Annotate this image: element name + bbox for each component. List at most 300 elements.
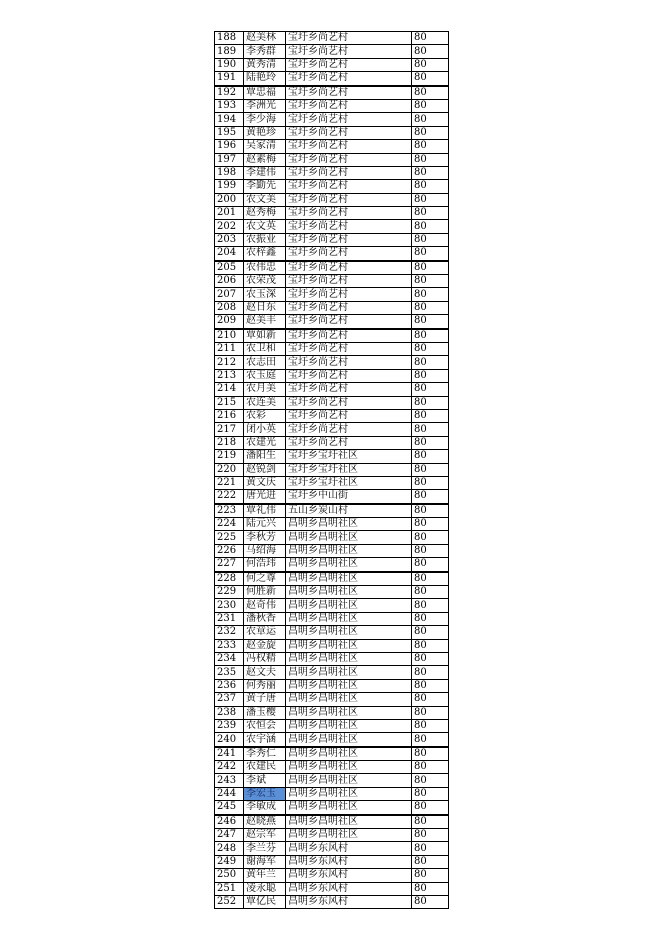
score-cell[interactable]: 80: [412, 531, 449, 544]
row-number-cell[interactable]: 241: [215, 747, 244, 761]
table-row: [215, 247, 449, 261]
row-number-cell[interactable]: 207: [215, 288, 244, 301]
table-row: [215, 45, 449, 58]
score-cell[interactable]: 80: [412, 45, 449, 58]
row-number-cell[interactable]: 195: [215, 126, 244, 139]
score-cell[interactable]: 80: [412, 586, 449, 599]
row-number-cell[interactable]: 223: [215, 504, 244, 518]
score-cell[interactable]: 80: [412, 544, 449, 557]
table-row: [215, 787, 449, 800]
address-cell[interactable]: 宝圩乡尚艺村: [286, 383, 412, 396]
score-cell[interactable]: 80: [412, 99, 449, 112]
score-cell[interactable]: 80: [412, 747, 449, 761]
address-cell[interactable]: 昌明乡昌明社区: [286, 612, 412, 625]
score-cell[interactable]: 80: [412, 193, 449, 206]
table-row: [215, 882, 449, 895]
address-cell[interactable]: 昌明乡昌明社区: [286, 747, 412, 761]
score-cell[interactable]: 80: [412, 882, 449, 895]
address-cell[interactable]: 昌明乡昌明社区: [286, 639, 412, 652]
row-number-cell[interactable]: 236: [215, 679, 244, 692]
row-number-cell[interactable]: 249: [215, 855, 244, 868]
row-number-cell[interactable]: 210: [215, 329, 244, 343]
address-cell[interactable]: 宝圩乡尚艺村: [286, 275, 412, 288]
score-cell[interactable]: 80: [412, 369, 449, 382]
name-cell[interactable]: 农文美: [244, 193, 286, 206]
row-number-cell[interactable]: 252: [215, 896, 244, 909]
name-cell[interactable]: 黄年兰: [244, 869, 286, 882]
address-cell[interactable]: 昌明乡昌明社区: [286, 679, 412, 692]
row-number-cell[interactable]: 250: [215, 869, 244, 882]
table-row: [215, 166, 449, 179]
score-cell[interactable]: 80: [412, 113, 449, 126]
score-cell[interactable]: 80: [412, 855, 449, 868]
table-row: [215, 679, 449, 692]
name-cell[interactable]: 李秋芳: [244, 531, 286, 544]
address-cell[interactable]: 宝圩乡尚艺村: [286, 86, 412, 100]
table-row: [215, 140, 449, 153]
address-cell[interactable]: 宝圩乡尚艺村: [286, 436, 412, 449]
name-cell[interactable]: 赵美丰: [244, 315, 286, 329]
row-number-cell[interactable]: 193: [215, 99, 244, 112]
address-cell[interactable]: 宝圩乡尚艺村: [286, 180, 412, 193]
table-row: [215, 544, 449, 557]
row-number-cell[interactable]: 232: [215, 626, 244, 639]
address-cell[interactable]: 昌明乡昌明社区: [286, 599, 412, 612]
row-number-cell[interactable]: 237: [215, 693, 244, 706]
row-number-cell[interactable]: 205: [215, 261, 244, 275]
score-cell[interactable]: 80: [412, 450, 449, 463]
score-cell[interactable]: 80: [412, 787, 449, 800]
address-cell[interactable]: 宝圩乡宝圩社区: [286, 450, 412, 463]
row-number-cell[interactable]: 216: [215, 409, 244, 422]
row-number-cell[interactable]: 189: [215, 45, 244, 58]
table-row: [215, 261, 449, 275]
name-cell[interactable]: 覃如新: [244, 329, 286, 343]
table-row: [215, 476, 449, 489]
name-cell[interactable]: 农玉庭: [244, 369, 286, 382]
score-cell[interactable]: 80: [412, 233, 449, 246]
name-cell[interactable]: 唐光进: [244, 490, 286, 504]
name-cell[interactable]: 黄文庆: [244, 476, 286, 489]
table-row: [215, 153, 449, 166]
table-row: [215, 423, 449, 436]
address-cell[interactable]: 昌明乡东风村: [286, 896, 412, 909]
score-cell[interactable]: 80: [412, 396, 449, 409]
address-cell[interactable]: 昌明乡昌明社区: [286, 518, 412, 531]
score-cell[interactable]: 80: [412, 774, 449, 787]
address-cell[interactable]: 昌明乡昌明社区: [286, 719, 412, 732]
name-cell[interactable]: 农文英: [244, 220, 286, 233]
row-number-cell[interactable]: 211: [215, 342, 244, 355]
score-cell[interactable]: 80: [412, 693, 449, 706]
row-number-cell[interactable]: 225: [215, 531, 244, 544]
address-cell[interactable]: 宝圩乡尚艺村: [286, 220, 412, 233]
address-cell[interactable]: 宝圩乡尚艺村: [286, 301, 412, 314]
score-cell[interactable]: 80: [412, 275, 449, 288]
row-number-cell[interactable]: 198: [215, 166, 244, 179]
address-cell[interactable]: 宝圩乡尚艺村: [286, 193, 412, 206]
name-cell[interactable]: 覃忠福: [244, 86, 286, 100]
row-number-cell[interactable]: 208: [215, 301, 244, 314]
name-cell[interactable]: 赵秀梅: [244, 207, 286, 220]
address-cell[interactable]: 宝圩乡尚艺村: [286, 329, 412, 343]
row-number-cell[interactable]: 215: [215, 396, 244, 409]
row-number-cell[interactable]: 188: [215, 32, 244, 45]
address-cell[interactable]: 昌明乡昌明社区: [286, 666, 412, 679]
name-cell[interactable]: 农志田: [244, 356, 286, 369]
row-number-cell[interactable]: 240: [215, 733, 244, 747]
row-number-cell[interactable]: 224: [215, 518, 244, 531]
name-cell[interactable]: 赵奇伟: [244, 599, 286, 612]
name-cell[interactable]: 李敏成: [244, 801, 286, 815]
row-number-cell[interactable]: 196: [215, 140, 244, 153]
address-cell[interactable]: 昌明乡昌明社区: [286, 815, 412, 829]
name-cell[interactable]: 赵金旋: [244, 639, 286, 652]
score-cell[interactable]: 80: [412, 261, 449, 275]
address-cell[interactable]: 宝圩乡尚艺村: [286, 99, 412, 112]
name-cell[interactable]: 农建民: [244, 761, 286, 774]
table-row: [215, 58, 449, 71]
score-cell[interactable]: 80: [412, 436, 449, 449]
name-cell[interactable]: 黄子唐: [244, 693, 286, 706]
name-cell[interactable]: 农连美: [244, 396, 286, 409]
address-cell[interactable]: 昌明乡东风村: [286, 869, 412, 882]
row-number-cell[interactable]: 245: [215, 801, 244, 815]
address-cell[interactable]: 宝圩乡尚艺村: [286, 288, 412, 301]
address-cell[interactable]: 昌明乡昌明社区: [286, 572, 412, 586]
address-cell[interactable]: 宝圩乡尚艺村: [286, 233, 412, 246]
row-number-cell[interactable]: 221: [215, 476, 244, 489]
row-number-cell[interactable]: 213: [215, 369, 244, 382]
table-row: [215, 463, 449, 476]
row-number-cell[interactable]: 197: [215, 153, 244, 166]
row-number-cell[interactable]: 217: [215, 423, 244, 436]
address-cell[interactable]: 昌明乡昌明社区: [286, 558, 412, 572]
row-number-cell[interactable]: 246: [215, 815, 244, 829]
score-cell[interactable]: 80: [412, 463, 449, 476]
address-cell[interactable]: 宝圩乡尚艺村: [286, 356, 412, 369]
name-cell[interactable]: 农伟忠: [244, 261, 286, 275]
score-cell[interactable]: 80: [412, 706, 449, 719]
address-cell[interactable]: 宝圩乡宝圩社区: [286, 463, 412, 476]
row-number-cell[interactable]: 212: [215, 356, 244, 369]
address-cell[interactable]: 昌明乡昌明社区: [286, 787, 412, 800]
name-cell[interactable]: 李洲光: [244, 99, 286, 112]
table-row: [215, 693, 449, 706]
row-number-cell[interactable]: 204: [215, 247, 244, 261]
address-cell[interactable]: 昌明乡昌明社区: [286, 531, 412, 544]
score-cell[interactable]: 80: [412, 207, 449, 220]
name-cell[interactable]: 李斌: [244, 774, 286, 787]
table-row: [215, 842, 449, 855]
table-row: [215, 288, 449, 301]
row-number-cell[interactable]: 227: [215, 558, 244, 572]
name-cell[interactable]: 赵日东: [244, 301, 286, 314]
score-cell[interactable]: 80: [412, 504, 449, 518]
score-cell[interactable]: 80: [412, 423, 449, 436]
address-cell[interactable]: 宝圩乡尚艺村: [286, 409, 412, 422]
row-number-cell[interactable]: 229: [215, 586, 244, 599]
score-cell[interactable]: 80: [412, 476, 449, 489]
table-row: [215, 896, 449, 909]
score-cell[interactable]: 80: [412, 815, 449, 829]
table-row: [215, 666, 449, 679]
row-number-cell[interactable]: 220: [215, 463, 244, 476]
table-row: [215, 383, 449, 396]
name-cell[interactable]: 李少海: [244, 113, 286, 126]
name-cell[interactable]: 赵素梅: [244, 153, 286, 166]
name-cell[interactable]: 闭小英: [244, 423, 286, 436]
address-cell[interactable]: 宝圩乡尚艺村: [286, 369, 412, 382]
score-cell[interactable]: 80: [412, 220, 449, 233]
score-cell[interactable]: 80: [412, 383, 449, 396]
row-number-cell[interactable]: 226: [215, 544, 244, 557]
address-cell[interactable]: 宝圩乡尚艺村: [286, 72, 412, 86]
score-cell[interactable]: 80: [412, 153, 449, 166]
score-cell[interactable]: 80: [412, 58, 449, 71]
row-number-cell[interactable]: 242: [215, 761, 244, 774]
row-number-cell[interactable]: 202: [215, 220, 244, 233]
name-cell[interactable]: 李建伟: [244, 166, 286, 179]
score-cell[interactable]: 80: [412, 896, 449, 909]
name-cell[interactable]: 农月美: [244, 383, 286, 396]
name-cell[interactable]: 覃亿民: [244, 896, 286, 909]
name-cell[interactable]: 何胜新: [244, 586, 286, 599]
table-row: [215, 356, 449, 369]
row-number-cell[interactable]: 247: [215, 829, 244, 842]
name-cell[interactable]: 赵文夫: [244, 666, 286, 679]
name-cell[interactable]: 农彩: [244, 409, 286, 422]
name-cell[interactable]: 潘玉樱: [244, 706, 286, 719]
address-cell[interactable]: 昌明乡昌明社区: [286, 586, 412, 599]
name-cell[interactable]: 何浩玮: [244, 558, 286, 572]
score-cell[interactable]: 80: [412, 180, 449, 193]
table-row: [215, 733, 449, 747]
score-cell[interactable]: 80: [412, 599, 449, 612]
score-cell[interactable]: 80: [412, 288, 449, 301]
name-cell[interactable]: 陆元兴: [244, 518, 286, 531]
name-cell[interactable]: 黄秀清: [244, 58, 286, 71]
score-cell[interactable]: 80: [412, 626, 449, 639]
address-cell[interactable]: 昌明乡昌明社区: [286, 652, 412, 665]
address-cell[interactable]: 宝圩乡尚艺村: [286, 32, 412, 45]
address-cell[interactable]: 昌明乡昌明社区: [286, 774, 412, 787]
row-number-cell[interactable]: 234: [215, 652, 244, 665]
address-cell[interactable]: 宝圩乡尚艺村: [286, 58, 412, 71]
name-cell[interactable]: 黄艳珍: [244, 126, 286, 139]
address-cell[interactable]: 宝圩乡尚艺村: [286, 207, 412, 220]
address-cell[interactable]: 五山乡炭山村: [286, 504, 412, 518]
score-cell[interactable]: 80: [412, 733, 449, 747]
table-row: [215, 747, 449, 761]
address-cell[interactable]: 宝圩乡尚艺村: [286, 423, 412, 436]
name-cell[interactable]: 农玉深: [244, 288, 286, 301]
address-cell[interactable]: 昌明乡东风村: [286, 855, 412, 868]
row-number-cell[interactable]: 248: [215, 842, 244, 855]
score-cell[interactable]: 80: [412, 86, 449, 100]
name-cell[interactable]: 潘秋香: [244, 612, 286, 625]
row-number-cell[interactable]: 192: [215, 86, 244, 100]
row-number-cell[interactable]: 243: [215, 774, 244, 787]
row-number-cell[interactable]: 203: [215, 233, 244, 246]
address-cell[interactable]: 宝圩乡尚艺村: [286, 45, 412, 58]
address-cell[interactable]: 宝圩乡尚艺村: [286, 247, 412, 261]
address-cell[interactable]: 宝圩乡中山街: [286, 490, 412, 504]
row-number-cell[interactable]: 190: [215, 58, 244, 71]
address-cell[interactable]: 昌明乡昌明社区: [286, 693, 412, 706]
name-cell[interactable]: 农卫和: [244, 342, 286, 355]
score-cell[interactable]: 80: [412, 490, 449, 504]
name-cell[interactable]: 赵宗军: [244, 829, 286, 842]
table-row: [215, 396, 449, 409]
name-cell[interactable]: 李秀群: [244, 45, 286, 58]
score-cell[interactable]: 80: [412, 719, 449, 732]
row-number-cell[interactable]: 214: [215, 383, 244, 396]
score-cell[interactable]: 80: [412, 72, 449, 86]
score-cell[interactable]: 80: [412, 558, 449, 572]
name-cell[interactable]: 农振业: [244, 233, 286, 246]
row-number-cell[interactable]: 235: [215, 666, 244, 679]
row-number-cell[interactable]: 191: [215, 72, 244, 86]
name-cell[interactable]: 李秀仁: [244, 747, 286, 761]
row-number-cell[interactable]: 228: [215, 572, 244, 586]
score-cell[interactable]: 80: [412, 869, 449, 882]
name-cell[interactable]: 农建光: [244, 436, 286, 449]
score-cell[interactable]: 80: [412, 652, 449, 665]
address-cell[interactable]: 宝圩乡尚艺村: [286, 342, 412, 355]
table-row: [215, 315, 449, 329]
row-number-cell[interactable]: 194: [215, 113, 244, 126]
score-cell[interactable]: 80: [412, 409, 449, 422]
table-row: [215, 801, 449, 815]
address-cell[interactable]: 宝圩乡尚艺村: [286, 113, 412, 126]
address-cell[interactable]: 宝圩乡尚艺村: [286, 166, 412, 179]
score-cell[interactable]: 80: [412, 801, 449, 815]
score-cell[interactable]: 80: [412, 639, 449, 652]
name-cell[interactable]: 农宇涵: [244, 733, 286, 747]
score-cell[interactable]: 80: [412, 666, 449, 679]
name-cell[interactable]: 何之尊: [244, 572, 286, 586]
name-cell[interactable]: 覃礼伟: [244, 504, 286, 518]
score-cell[interactable]: 80: [412, 32, 449, 45]
table-row: [215, 113, 449, 126]
score-cell[interactable]: 80: [412, 572, 449, 586]
row-number-cell[interactable]: 206: [215, 275, 244, 288]
name-cell[interactable]: 赵美林: [244, 32, 286, 45]
address-cell[interactable]: 宝圩乡尚艺村: [286, 153, 412, 166]
name-cell[interactable]: 潘阳生: [244, 450, 286, 463]
row-number-cell[interactable]: 231: [215, 612, 244, 625]
address-cell[interactable]: 昌明乡昌明社区: [286, 829, 412, 842]
score-cell[interactable]: 80: [412, 612, 449, 625]
table-row: [215, 719, 449, 732]
row-number-cell[interactable]: 233: [215, 639, 244, 652]
row-number-cell[interactable]: 239: [215, 719, 244, 732]
table-row: [215, 409, 449, 422]
address-cell[interactable]: 宝圩乡宝圩社区: [286, 476, 412, 489]
table-row: [215, 342, 449, 355]
name-cell[interactable]: 李勤先: [244, 180, 286, 193]
name-cell[interactable]: 何秀丽: [244, 679, 286, 692]
address-cell[interactable]: 昌明乡昌明社区: [286, 761, 412, 774]
row-number-cell[interactable]: 218: [215, 436, 244, 449]
score-cell[interactable]: 80: [412, 761, 449, 774]
name-cell[interactable]: 李宏玉: [244, 787, 286, 800]
address-cell[interactable]: 宝圩乡尚艺村: [286, 261, 412, 275]
row-number-cell[interactable]: 201: [215, 207, 244, 220]
name-cell[interactable]: 赵锐剑: [244, 463, 286, 476]
address-cell[interactable]: 宝圩乡尚艺村: [286, 140, 412, 153]
table-row: [215, 436, 449, 449]
table-row: [215, 329, 449, 343]
name-cell[interactable]: 赵晓燕: [244, 815, 286, 829]
address-cell[interactable]: 昌明乡昌明社区: [286, 544, 412, 557]
name-cell[interactable]: 农章运: [244, 626, 286, 639]
name-cell[interactable]: 农梓鑫: [244, 247, 286, 261]
address-cell[interactable]: 昌明乡昌明社区: [286, 733, 412, 747]
address-cell[interactable]: 宝圩乡尚艺村: [286, 126, 412, 139]
name-cell[interactable]: 谢海军: [244, 855, 286, 868]
score-cell[interactable]: 80: [412, 126, 449, 139]
row-number-cell[interactable]: 238: [215, 706, 244, 719]
address-cell[interactable]: 宝圩乡尚艺村: [286, 396, 412, 409]
score-cell[interactable]: 80: [412, 140, 449, 153]
name-cell[interactable]: 农荣茂: [244, 275, 286, 288]
name-cell[interactable]: 李兰芬: [244, 842, 286, 855]
address-cell[interactable]: 昌明乡东风村: [286, 842, 412, 855]
score-cell[interactable]: 80: [412, 679, 449, 692]
score-cell[interactable]: 80: [412, 342, 449, 355]
table-row: [215, 761, 449, 774]
row-number-cell[interactable]: 222: [215, 490, 244, 504]
table-row: [215, 369, 449, 382]
name-cell[interactable]: 农恒会: [244, 719, 286, 732]
row-number-cell[interactable]: 199: [215, 180, 244, 193]
row-number-cell[interactable]: 244: [215, 787, 244, 800]
table-row: [215, 815, 449, 829]
name-cell[interactable]: 凌永聪: [244, 882, 286, 895]
address-cell[interactable]: 昌明乡昌明社区: [286, 706, 412, 719]
score-cell[interactable]: 80: [412, 315, 449, 329]
name-cell[interactable]: 陆艳玲: [244, 72, 286, 86]
score-cell[interactable]: 80: [412, 829, 449, 842]
row-number-cell[interactable]: 219: [215, 450, 244, 463]
row-number-cell[interactable]: 251: [215, 882, 244, 895]
score-cell[interactable]: 80: [412, 301, 449, 314]
address-cell[interactable]: 宝圩乡尚艺村: [286, 315, 412, 329]
table-row: [215, 99, 449, 112]
address-cell[interactable]: 昌明乡东风村: [286, 882, 412, 895]
score-cell[interactable]: 80: [412, 329, 449, 343]
address-cell[interactable]: 昌明乡昌明社区: [286, 626, 412, 639]
table-row: [215, 220, 449, 233]
score-cell[interactable]: 80: [412, 518, 449, 531]
name-cell[interactable]: 吴家清: [244, 140, 286, 153]
row-number-cell[interactable]: 230: [215, 599, 244, 612]
name-cell[interactable]: 冯权精: [244, 652, 286, 665]
score-cell[interactable]: 80: [412, 842, 449, 855]
score-cell[interactable]: 80: [412, 166, 449, 179]
row-number-cell[interactable]: 200: [215, 193, 244, 206]
score-cell[interactable]: 80: [412, 247, 449, 261]
table-row: [215, 193, 449, 206]
table-row: [215, 207, 449, 220]
row-number-cell[interactable]: 209: [215, 315, 244, 329]
score-cell[interactable]: 80: [412, 356, 449, 369]
address-cell[interactable]: 昌明乡昌明社区: [286, 801, 412, 815]
table-row: [215, 450, 449, 463]
name-cell[interactable]: 马绍海: [244, 544, 286, 557]
